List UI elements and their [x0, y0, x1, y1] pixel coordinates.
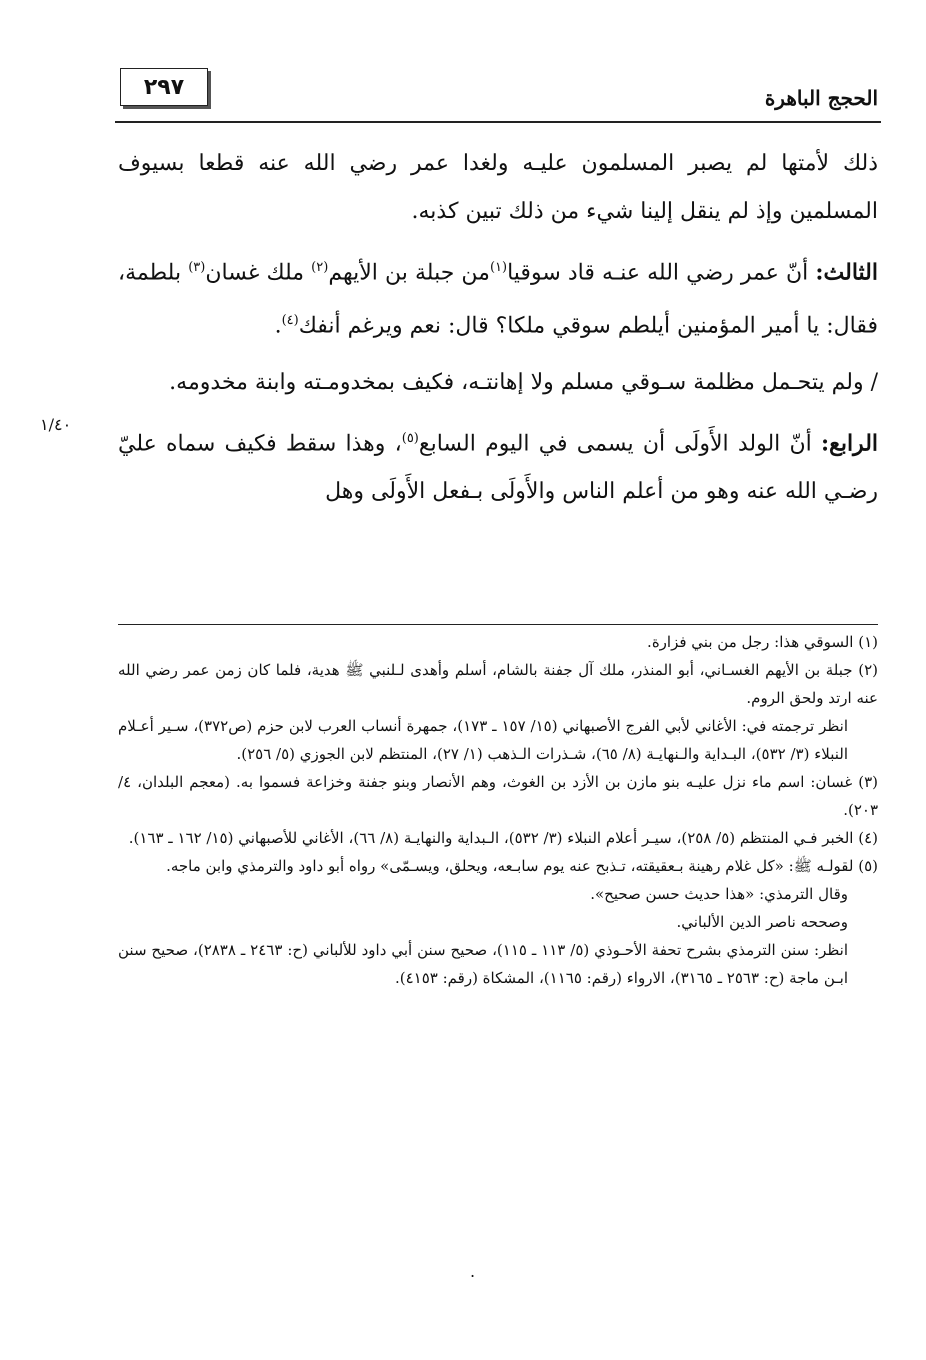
paragraph-2-text-3: ملك غسان	[205, 260, 312, 286]
paragraph-2-text-1: أنّ عمر رضي الله عنـه قاد سوقيا	[507, 260, 816, 286]
page-number	[120, 68, 208, 106]
main-text	[118, 140, 878, 524]
page-dot: .	[470, 1262, 476, 1281]
footnote-1: (١) السوقي هذا: رجل من بني فزارة.	[647, 633, 878, 651]
footnotes	[118, 628, 878, 992]
paragraph-4-text-2: ، وهذا سقط فكيف سماه عليّ رضـي الله عنه وهو من أعلم الناس والأَولَى بـفعل الأَولَى وهل	[118, 430, 878, 504]
margin-note: ١/٤٠	[40, 415, 72, 434]
footnote-5-albani: وصححه ناصر الدين الألباني.	[676, 913, 848, 931]
footnote-2: (٢) جبلة بن الأيهم الغسـاني، أبو المنذر، ملك آل جفنة بالشام، أسلم وأهدى لـلنبي ﷺ هدية، فلما كان زمن عمر رضي الله عنه ارتد ولحق الروم.	[118, 661, 878, 707]
footnote-ref-1: (١)	[489, 260, 508, 275]
page-number-text: ٢٩٧	[143, 74, 185, 100]
footnote-ref-3: (٣)	[188, 260, 206, 275]
footnote-ref-4: (٤)	[281, 313, 299, 329]
paragraph-4-text-1: أنّ الولد الأَولَى أن يسمى في اليوم السابع	[418, 430, 821, 456]
footnote-2-references: انظر ترجمته في: الأغاني لأبي الفرج الأصبهاني (١٥/ ١٥٧ ـ ١٧٣)، جمهرة أنساب العرب لابن حزم (ص٣٧٢)، سـير أعـلام النبلاء (٣/ ٥٣٢)، البـداية والـنهايـة (٨/ ٦٥)، شـذرات الـذهب (١/ ٢٧)، المنتظم لابن الجوزي (٥/ ٢٥٦).	[118, 717, 849, 763]
paragraph-2-text-2: من جبلة بن الأيهم	[328, 260, 490, 286]
footnote-rule	[118, 624, 878, 625]
footnote-5: (٥) لقولـه ﷺ: «كل غلام رهينة بـعقيقته، تـذبح عنه يوم سابـعه، ويحلق، ويسـمّى» رواه أبو داود والترمذي وابن ماجه.	[166, 857, 878, 875]
footnote-5-references: انظر: سنن الترمذي بشرح تحفة الأحـوذي (٥/ ١١٣ ـ ١١٥)، صحيح سنن أبي داود للألباني (ح: ٢٤٦٣ ـ ٢٨٣٨)، صحيح سنن ابـن ماجة (ح: ٢٥٦٣ ـ ٣١٦٥)، الارواء (رقم: ١١٦٥)، المشكاة (رقم: ٤١٥٣).	[118, 941, 849, 987]
footnote-5-tirmidhi: وقال الترمذي: «هذا حديث حسن صحيح».	[590, 885, 848, 903]
footnote-4: (٤) الخبر فـي المنتظم (٥/ ٢٥٨)، سيـر أعلام النبلاء (٣/ ٥٣٢)، الـبداية والنهايـة (٨/ ٦٦)، الأغاني للأصبهاني (١٥/ ١٦٢ ـ ١٦٣).	[128, 829, 878, 847]
paragraph-2-lead: الثالث:	[815, 259, 878, 286]
paragraph-3: / ولم يتحـمل مظلمة سـوقي مسلم ولا إهانتـه، فكيف بمخدومـته وابنة مخدومه.	[169, 369, 878, 395]
paragraph-1: ذلك لأمتها لم يصبر المسلمون عليـه ولغدا عمر رضي الله عنه قطعا بسيوف المسلمين وإذ لم ينقل إلينا شيء من ذلك تبين كذبه.	[118, 151, 878, 224]
paragraph-2-text-5: .	[274, 313, 282, 339]
paragraph-2-text-4: بلطمة، فقال: يا أمير المؤمنين أيلطم سوقي ملكا؟ قال: نعم ويرغم أنفك	[118, 260, 878, 339]
paragraph-2	[118, 244, 878, 351]
footnote-3: (٣) غسان: اسم ماء نزل عليـه بنو مازن بن الأزد بن الغوث، وهم الأنصار وبنو جفنة وخزاعة فسموا به. (معجم البلدان، ٤/ ٢٠٣).	[118, 773, 878, 819]
footnote-ref-5: (٥)	[401, 430, 419, 446]
running-head: الحجج الباهرة	[764, 86, 878, 110]
footnote-ref-2: (٢)	[311, 260, 329, 275]
header-rule	[115, 121, 881, 123]
paragraph-4	[118, 415, 878, 516]
paragraph-4-lead: الرابع:	[820, 429, 879, 456]
